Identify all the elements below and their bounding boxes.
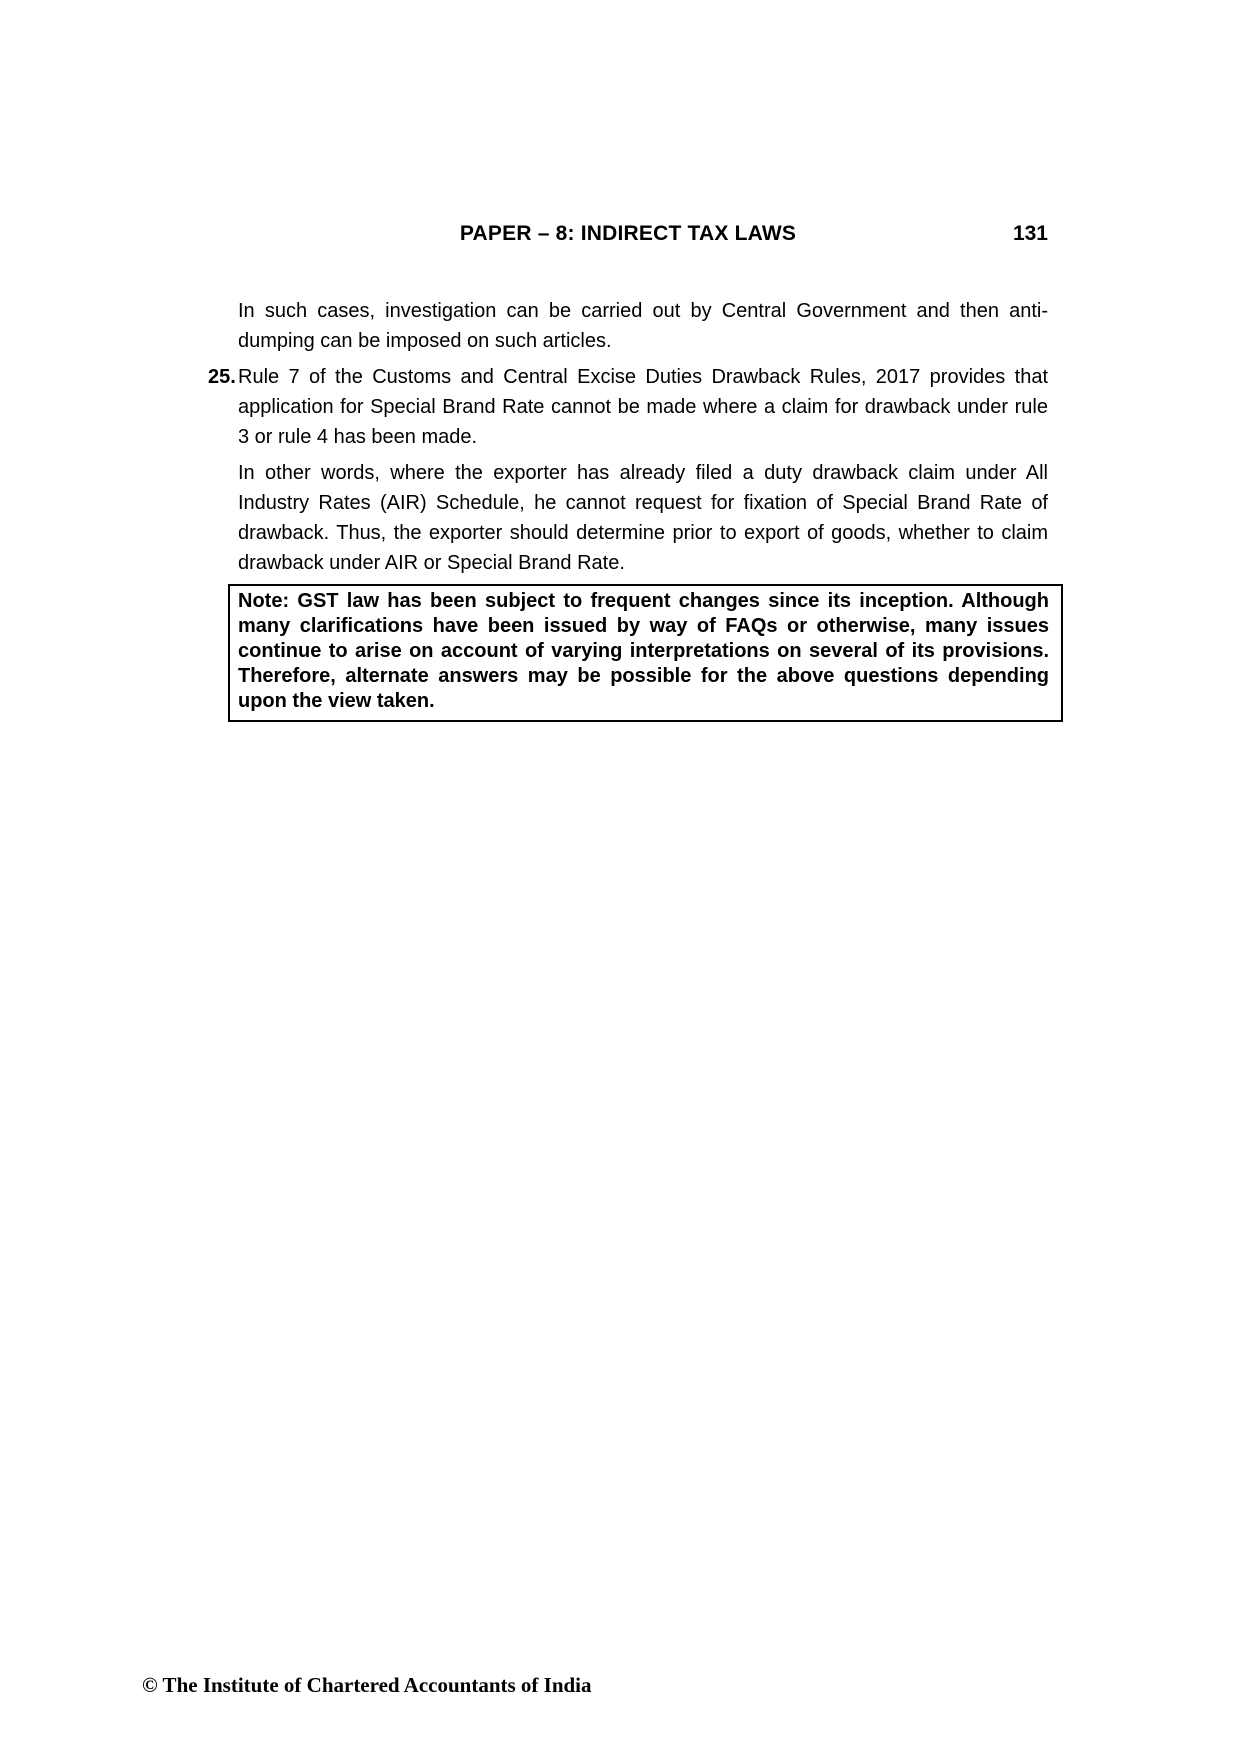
item-25-paragraph-2: In other words, where the exporter has already filed a duty drawback claim under All Industry Rates (AIR) Schedule, he cannot request for fixation of Special Brand Rate of drawback. Thus, the exporter should determine prior to export of goods, whether to claim drawback under AIR or Special Brand Rate. — [238, 462, 1048, 574]
page-title: PAPER – 8: INDIRECT TAX LAWS — [459, 222, 797, 245]
paragraph-anti-dumping: In such cases, investigation can be carried out by Central Government and then anti-dumping can be imposed on such articles. — [238, 300, 1048, 352]
note-text: Note: GST law has been subject to frequent changes since its inception. Although many clarifications have been issued by way of FAQs or otherwise, many issues continue to arise on account of varying interpretations on several of its provisions. Therefore, alternate answers may be possible for the above questions depending upon the view taken. — [238, 590, 1049, 712]
page-number: 131 — [1012, 222, 1048, 245]
item-25-paragraph-1: Rule 7 of the Customs and Central Excise Duties Drawback Rules, 2017 provides that application for Special Brand Rate cannot be made where a claim for drawback under rule 3 or rule 4 has been made. — [238, 366, 1048, 448]
note-box — [228, 584, 1063, 722]
item-25-body — [238, 362, 1048, 584]
page-header — [208, 222, 1048, 252]
numbered-item-25 — [208, 362, 1048, 584]
document-body — [208, 296, 1048, 722]
item-25-number: 25. — [208, 366, 236, 388]
copyright-footer: © The Institute of Chartered Accountants of India — [142, 1673, 592, 1697]
